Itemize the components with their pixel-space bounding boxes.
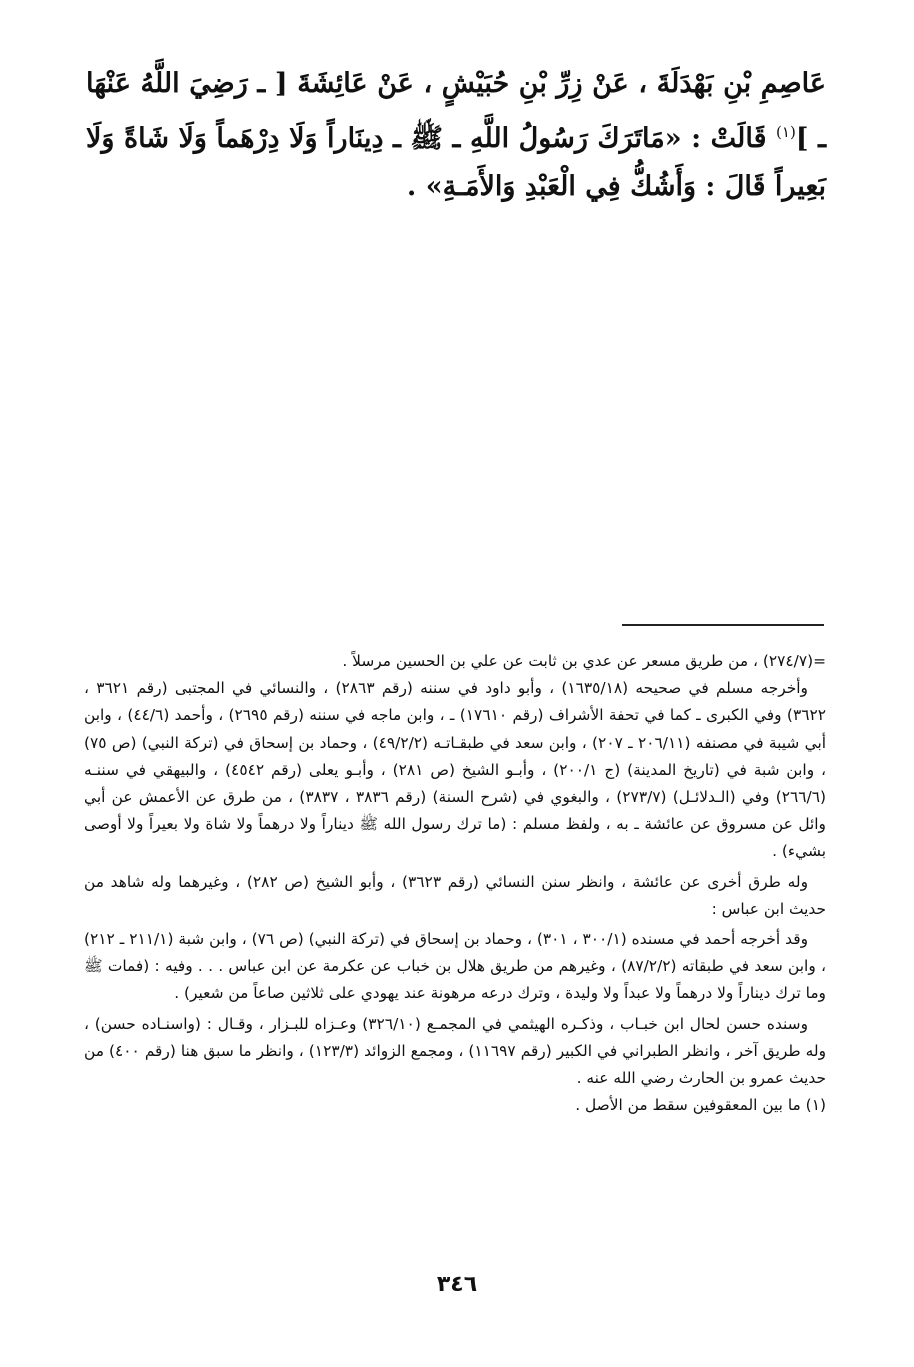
footnote-divider xyxy=(622,624,824,626)
footnote-paragraph: وسنده حسن لحال ابن خبـاب ، وذكـره الهيثمي في المجمـع (٣٢٦/١٠) وعـزاه للبـزار ، وقـال : (واسنـاده حسن) ، وله طريق آخر ، وانظر الطبراني في الكبير (رقم ١١٦٩٧) ، ومجمع الزوائد (١٢٣/٣) ، وانظر ما سبق هنا (رقم ٤٠٠) من حديث عمرو بن الحارث رضي الله عنه . xyxy=(84,1014,827,1088)
footnote-reference: (١) xyxy=(776,123,796,141)
hadith-paragraph xyxy=(86,60,826,211)
footnote-continuation: =(٢٧٤/٧) ، من طريق مسعر عن عدي بن ثابت عن علي بن الحسين مرسلاً . xyxy=(342,652,826,670)
hadith-text xyxy=(86,60,826,211)
page-number: ٣٤٦ xyxy=(436,1272,478,1297)
footnote-paragraph: وأخرجه مسلم في صحيحه (١٦٣٥/١٨) ، وأبو داود في سننه (رقم ٢٨٦٣) ، والنسائي في المجتبى (رقم ٣٦٢١ ، ٣٦٢٢) وفي الكبرى ـ كما في تحفة الأشراف (رقم ١٧٦١٠) ـ ، وابن ماجه في سننه (رقم ٢٦٩٥) ، وأحمد (٤٤/٦) ، وابن أبي شيبة في مصنفه (٢٠٦/١١ ـ ٢٠٧) ، وابن سعد في طبقـاتـه (٤٩/٢/٢) ، وحماد بن إسحاق في (تركة النبي) (ص ٧٥) ، وابن شبة في (تاريخ المدينة) (ج ٢٠٠/١) ، وأبـو الشيخ (ص ٢٨١) ، وأبـو يعلى (رقم ٤٥٤٢) ، والبيهقي في سننـه (٢٦٦/٦) وفي (الـدلائـل) (٢٧٣/٧) ، والبغوي في (شرح السنة) (رقم ٣٨٣٦ ، ٣٨٣٧) ، من طرق عن الأعمش عن أبي وائل عن مسروق عن عائشة ـ به ، ولفظ مسلم : (ما ترك رسول الله ﷺ ديناراً ولا درهماً ولا شاة ولا بعيراً ولا أوصى بشيء) . xyxy=(84,679,827,861)
footnote-paragraph: وقد أخرجه أحمد في مسنده (٣٠٠/١ ، ٣٠١) ، وحماد بن إسحاق في (تركة النبي) (ص ٧٦) ، وابن شبة (٢١١/١ ـ ٢١٢) ، وابن سعد في طبقاته (٨٧/٢/٢) ، وغيرهم من طريق هلال بن خباب عن عكرمة عن ابن عباس . . . وفيه : (فمات ﷺ وما ترك ديناراً ولا درهماً ولا عبداً ولا وليدة ، وترك درعه مرهونة عند يهودي على ثلاثين صاعاً من شعير) . xyxy=(84,930,826,1003)
hadith-paragraph-end: قَالَتْ : «مَاتَرَكَ رَسُولُ اللَّهِ ـ ﷺ ـ دِينَاراً وَلَا دِرْهَماً وَلَا شَاةً وَلَا بَعِيراً قَالَ : وَأَشُكُّ فِي الْعَبْدِ وَالأَمَـةِ» . xyxy=(86,123,826,202)
hadith-paragraph-start: عَاصِمِ بْنِ بَهْدَلَةَ ، عَنْ زِرِّ بْنِ حُبَيْشٍ ، عَنْ عَائِشَةَ [ ـ رَضِيَ اللَّهُ عَنْهَا ـ ] xyxy=(86,68,826,154)
footnote-paragraph: وله طرق أخرى عن عائشة ، وانظر سنن النسائي (رقم ٣٦٢٣) ، وأبو الشيخ (ص ٢٨٢) ، وغيرهما وله شاهد من حديث ابن عباس : xyxy=(84,872,826,918)
footnotes xyxy=(84,648,826,1119)
footnote-one: (١) ما بين المعقوفين سقط من الأصل . xyxy=(575,1096,826,1115)
